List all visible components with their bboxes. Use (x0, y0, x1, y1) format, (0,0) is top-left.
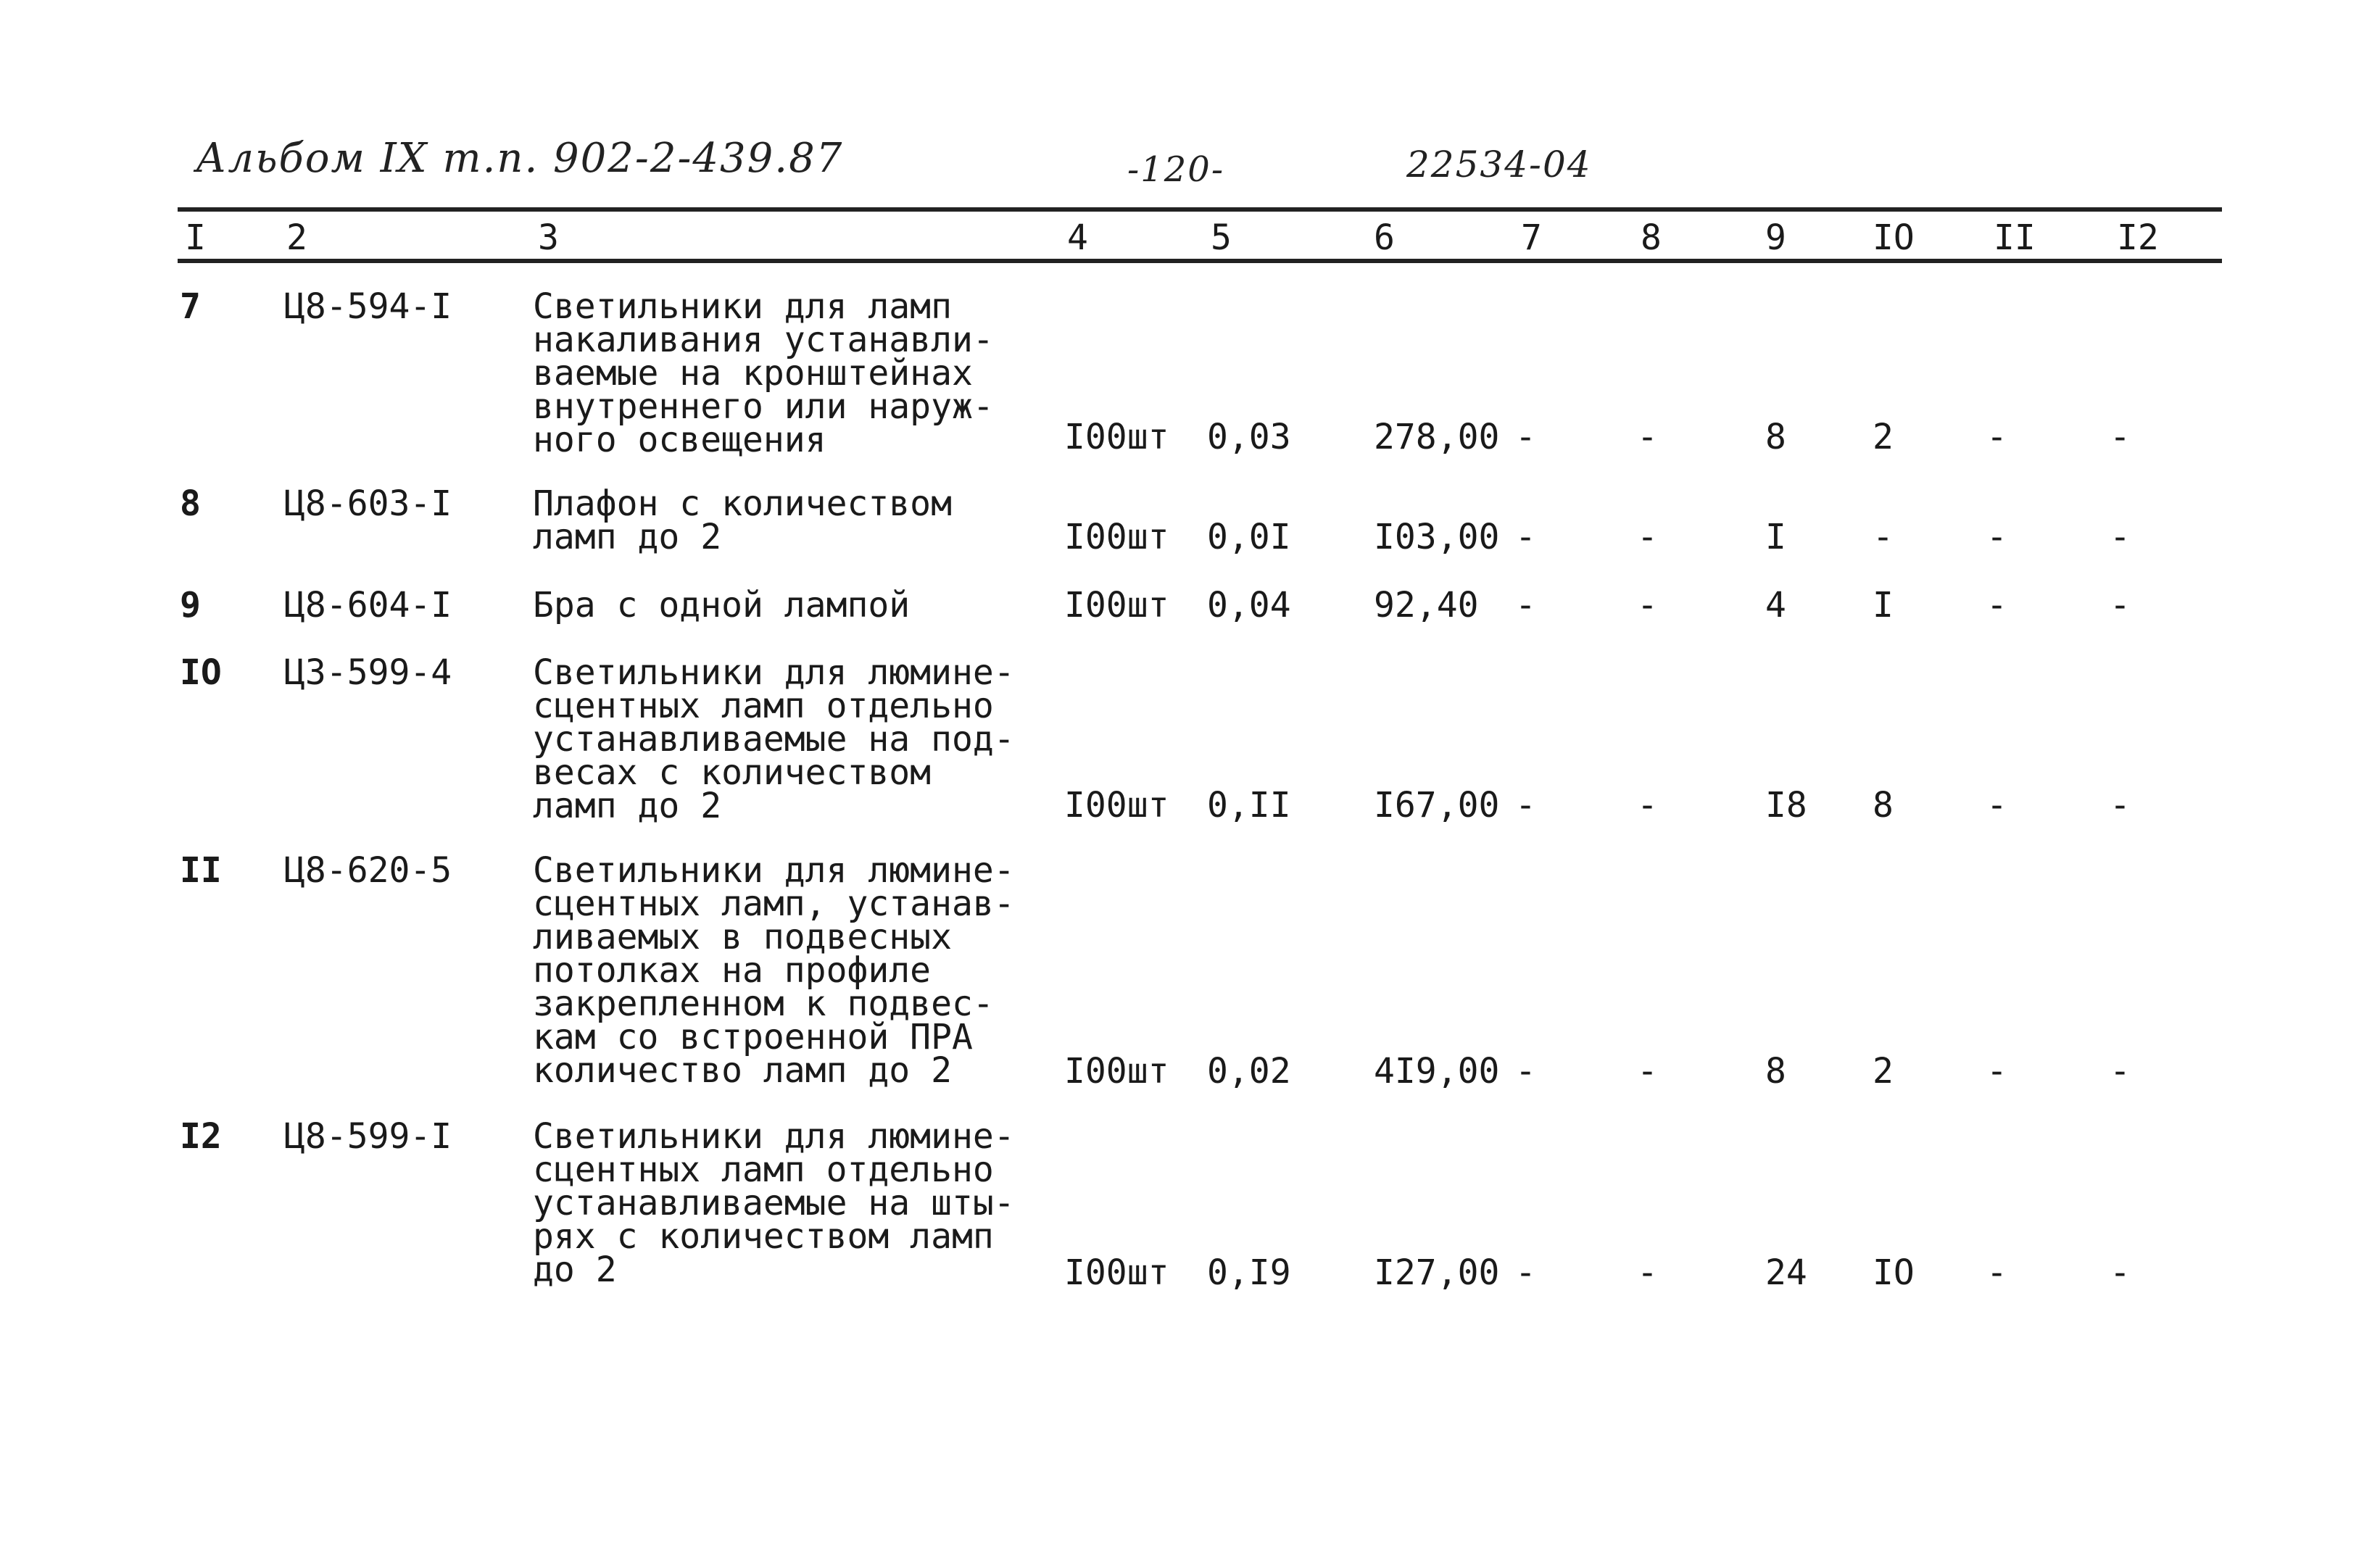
col11-cell: - (1986, 517, 2007, 557)
column-header-7: 7 (1521, 217, 1542, 258)
quantity-cell: 0,03 (1207, 417, 1291, 457)
unit-cell: I00шт (1064, 785, 1169, 826)
column-header-6: 6 (1374, 217, 1395, 258)
col8-cell: - (1637, 517, 1658, 557)
unit-cell: I00шт (1064, 417, 1169, 457)
price-cell: 92,40 (1374, 585, 1479, 625)
price-cell: I03,00 (1374, 517, 1500, 557)
col11-cell: - (1986, 1051, 2007, 1092)
price-cell: 4I9,00 (1374, 1051, 1500, 1092)
rate-code: Ц8-603-I (284, 483, 452, 524)
col8-cell: - (1637, 785, 1658, 826)
col9-cell: I8 (1765, 785, 1807, 826)
col8-cell: - (1637, 417, 1658, 457)
quantity-cell: 0,I9 (1207, 1252, 1291, 1293)
row-number: 7 (180, 286, 201, 327)
price-cell: I27,00 (1374, 1252, 1500, 1293)
col11-cell: - (1986, 785, 2007, 826)
rate-code: Ц8-594-I (284, 286, 452, 327)
col11-cell: - (1986, 585, 2007, 625)
description-cell: Бра с одной лампой (533, 585, 911, 625)
quantity-cell: 0,04 (1207, 585, 1291, 625)
col10-cell: 2 (1873, 1051, 1894, 1092)
col7-cell: - (1515, 585, 1536, 625)
column-header-1: I (185, 217, 206, 258)
col11-cell: - (1986, 1252, 2007, 1293)
col7-cell: - (1515, 517, 1536, 557)
rate-code: Ц3-599-4 (284, 652, 452, 693)
row-number: IO (180, 652, 222, 693)
description-cell: Светильники для ламп накаливания устанавли- ваемые на кронштейнах внутреннего или наруж- ного освещения (533, 286, 994, 460)
description-cell: Светильники для люмине- сцентных ламп отдельно устанавливаемые на под- весах с количеством ламп до 2 (533, 652, 1015, 826)
row-number: 8 (180, 483, 201, 524)
description-cell: Светильники для люмине- сцентных ламп отдельно устанавливаемые на шты- рях с количеством ламп до 2 (533, 1116, 1015, 1290)
col8-cell: - (1637, 1051, 1658, 1092)
album-reference: Альбом IX т.п. 902-2-439.87 (196, 135, 844, 182)
col12-cell: - (2110, 585, 2131, 625)
unit-cell: I00шт (1064, 1252, 1169, 1293)
col8-cell: - (1637, 585, 1658, 625)
col9-cell: I (1765, 517, 1786, 557)
unit-cell: I00шт (1064, 1051, 1169, 1092)
rate-code: Ц8-620-5 (284, 850, 452, 891)
col7-cell: - (1515, 1051, 1536, 1092)
col8-cell: - (1637, 1252, 1658, 1293)
row-number: II (180, 850, 222, 891)
description-cell: Плафон с количеством ламп до 2 (533, 483, 952, 557)
row-number: 9 (180, 585, 201, 625)
page-number: -120- (1127, 149, 1225, 190)
col9-cell: 4 (1765, 585, 1786, 625)
column-header-12: I2 (2117, 217, 2159, 258)
col9-cell: 8 (1765, 1051, 1786, 1092)
quantity-cell: 0,02 (1207, 1051, 1291, 1092)
document-number: 22534-04 (1406, 144, 1592, 186)
row-number: I2 (180, 1116, 222, 1157)
column-header-9: 9 (1765, 217, 1786, 258)
col9-cell: 8 (1765, 417, 1786, 457)
col7-cell: - (1515, 785, 1536, 826)
col10-cell: I (1873, 585, 1894, 625)
quantity-cell: 0,0I (1207, 517, 1291, 557)
col10-cell: IO (1873, 1252, 1915, 1293)
column-header-3: 3 (538, 217, 559, 258)
price-cell: I67,00 (1374, 785, 1500, 826)
col11-cell: - (1986, 417, 2007, 457)
col12-cell: - (2110, 417, 2131, 457)
col10-cell: 8 (1873, 785, 1894, 826)
col12-cell: - (2110, 1252, 2131, 1293)
column-header-8: 8 (1641, 217, 1662, 258)
unit-cell: I00шт (1064, 517, 1169, 557)
column-header-5: 5 (1211, 217, 1232, 258)
rate-code: Ц8-604-I (284, 585, 452, 625)
column-header-4: 4 (1067, 217, 1088, 258)
column-header-11: II (1994, 217, 2036, 258)
col7-cell: - (1515, 417, 1536, 457)
description-cell: Светильники для люмине- сцентных ламп, устанав- ливаемых в подвесных потолках на профиле закрепленном к подвес- кам со встроенной ПРА количество ламп до 2 (533, 850, 1015, 1091)
header-top-rule (178, 207, 2222, 212)
column-header-2: 2 (286, 217, 307, 258)
col10-cell: 2 (1873, 417, 1894, 457)
col10-cell: - (1873, 517, 1894, 557)
rate-code: Ц8-599-I (284, 1116, 452, 1157)
quantity-cell: 0,II (1207, 785, 1291, 826)
header-bottom-rule (178, 259, 2222, 263)
price-cell: 278,00 (1374, 417, 1500, 457)
col7-cell: - (1515, 1252, 1536, 1293)
col12-cell: - (2110, 1051, 2131, 1092)
column-header-10: IO (1873, 217, 1915, 258)
unit-cell: I00шт (1064, 585, 1169, 625)
col9-cell: 24 (1765, 1252, 1807, 1293)
col12-cell: - (2110, 517, 2131, 557)
col12-cell: - (2110, 785, 2131, 826)
